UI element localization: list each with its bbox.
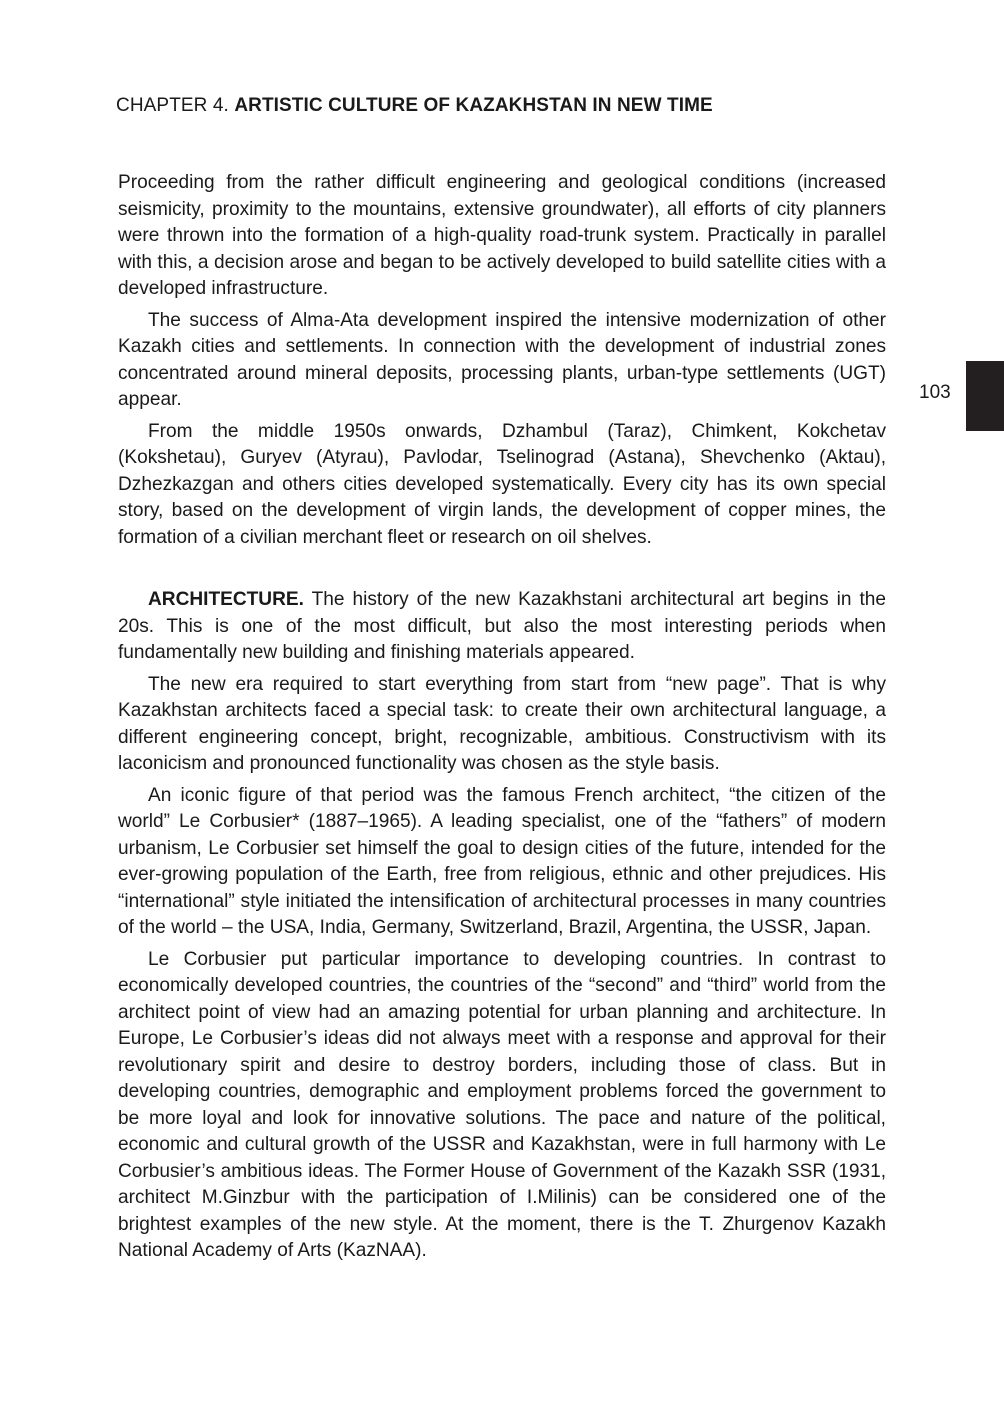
body-text	[118, 170, 886, 1270]
paragraph: The new era required to start everything from start from “new page”. That is why Kazakhstan architects faced a special task: to create their own architectural language, a different engineering concept, bright, recognizable, ambitious. Constructivism with its laconicism and pronounced functionality was chosen as the style basis.	[118, 673, 886, 774]
paragraph: Le Corbusier put particular importance to developing countries. In contrast to economically developed countries, the countries of the “second” and “third” world from the architect point of view had an amazing potential for urban planning and architecture. In Europe, Le Corbusier’s ideas did not always meet with a response and approval for their revolutionary spirit and desire to destroy borders, including those of class. But in developing countries, demographic and employment problems forced the government to be more loyal and look for innovative solutions. The pace and nature of the political, economic and cultural growth of the USSR and Kazakhstan, were in full harmony with Le Corbusier’s ambitious ideas. The Former House of Government of the Kazakh SSR (1931, architect M.Ginzbur with the participation of I.Milinis) can be considered one of the brightest examples of the new style. At the moment, there is the T. Zhurgenov Kazakh National Academy of Arts (KazNAA).	[118, 948, 886, 1261]
page-number: 103	[919, 382, 951, 403]
section-intro: The history of the new Kazakhstani architectural art begins in the 20s. This is one of the most difficult, but also the most interesting periods when fundamentally new building and finishing materials appeared.	[118, 589, 886, 663]
paragraph: The success of Alma-Ata development inspired the intensive modernization of other Kazakh cities and settlements. In connection with the development of industrial zones concentrated around mineral deposits, processing plants, urban-type settlements (UGT) appear.	[118, 309, 886, 410]
paragraph: An iconic figure of that period was the famous French architect, “the citizen of the world” Le Corbusier* (1887–1965). A leading specialist, one of the “fathers” of modern urbanism, Le Corbusier set himself the goal to design cities of the future, intended for the ever-growing population of the Earth, free from religious, ethnic and other prejudices. His “international” style initiated the intensification of architectural processes in many countries of the world – the USA, India, Germany, Switzerland, Brazil, Argentina, the USSR, Japan.	[118, 784, 886, 938]
running-header	[116, 95, 713, 117]
section-heading: ARCHITECTURE.	[148, 589, 304, 610]
architecture-paragraph	[118, 587, 886, 667]
paragraph: From the middle 1950s onwards, Dzhambul (Taraz), Chimkent, Kokchetav (Kokshetau), Guryev (Atyrau), Pavlodar, Tselinograd (Astana), Shevchenko (Aktau), Dzhezkazgan and others cities developed systematically. Every city has its own special story, based on the development of virgin lands, the development of copper mines, the formation of a civilian merchant fleet or research on oil shelves.	[118, 420, 886, 548]
paragraph: Proceeding from the rather difficult engineering and geological conditions (increased seismicity, proximity to the mountains, extensive groundwater), all efforts of city planners were thrown into the formation of a high-quality road-trunk system. Practically in parallel with this, a decision arose and began to be actively developed to build satellite cities with a developed infrastructure.	[118, 172, 886, 299]
chapter-title: ARTISTIC CULTURE OF KAZAKHSTAN IN NEW TIME	[234, 95, 713, 116]
chapter-label: CHAPTER 4.	[116, 95, 229, 116]
page-edge-tab	[966, 361, 1004, 431]
